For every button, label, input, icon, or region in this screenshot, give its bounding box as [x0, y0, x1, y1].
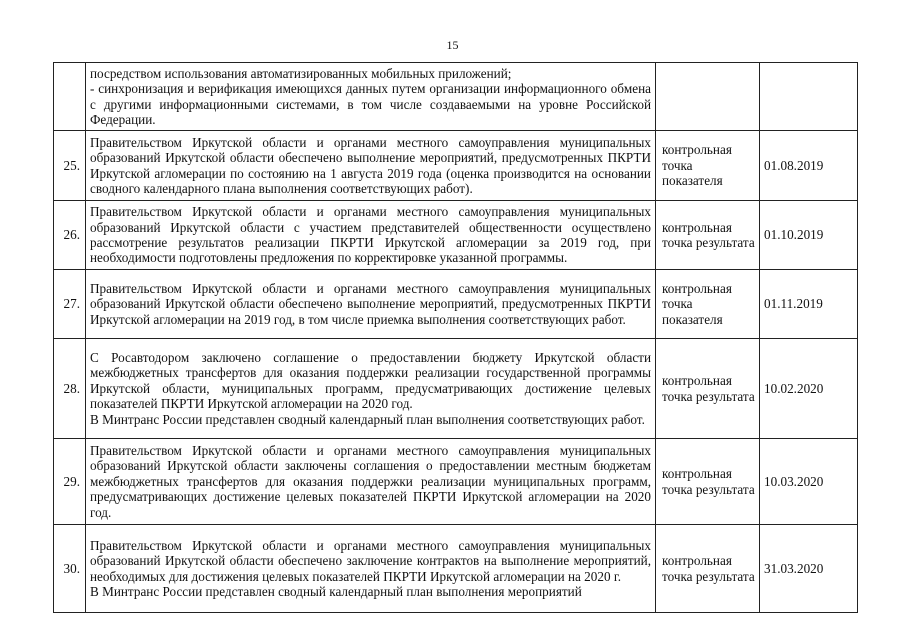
- description-line: Правительством Иркутской области и органами местного самоуправления муниципальных образований Иркутской области заключены соглашения о предоставлении местным бюджетам межбюджетных трансфертов для оказания поддержки реализации муниципальных программ, предусматривающих достижение целевых показателей ПКРТИ Иркутской агломерации на 2020 год.: [90, 442, 651, 520]
- row-date: 01.11.2019: [760, 270, 858, 339]
- description-line: Правительством Иркутской области и органами местного самоуправления муниципальных образований Иркутской области обеспечено выполнение мероприятий, предусмотренных ПКРТИ Иркутской агломерации по состоянию на 1 августа 2019 года (оценка производится на основании сводного календарного плана выполнения соответствующих работ).: [90, 134, 651, 196]
- row-description: [86, 525, 656, 613]
- row-description: [86, 63, 656, 131]
- table-body: [54, 63, 858, 613]
- row-number: 26.: [54, 201, 86, 270]
- description-line: В Минтранс России представлен сводный календарный план выполнения мероприятий: [90, 583, 582, 599]
- description-line: Правительством Иркутской области и органами местного самоуправления муниципальных образований Иркутской области обеспечено заключение контрактов на выполнение мероприятий, необходимых для достижения целевых показателей ПКРТИ Иркутской агломерации на 2020 г.: [90, 537, 651, 584]
- table-row: [54, 270, 858, 339]
- row-description: [86, 270, 656, 339]
- table-row: [54, 439, 858, 525]
- row-date: 31.03.2020: [760, 525, 858, 613]
- table-row-continuation: [54, 63, 858, 131]
- row-date: 10.02.2020: [760, 339, 858, 439]
- row-type: контрольная точка показателя: [656, 270, 760, 339]
- row-date: 01.08.2019: [760, 131, 858, 201]
- description-line: С Росавтодором заключено соглашение о предоставлении бюджету Иркутской области межбюджетных трансфертов для оказания поддержки реализации государственной программы Иркутской области, муниципальных программ, предусматривающих достижение целевых показателей ПКРТИ Иркутской агломерации на 2020 год.: [90, 349, 651, 412]
- milestones-table: [53, 62, 858, 613]
- table-row: [54, 525, 858, 613]
- description-line: - синхронизация и верификация имеющихся данных путем организации информационного обмена с другими информационными системами, в том числе создаваемыми на уровне Российской Федерации.: [90, 81, 651, 127]
- row-date: 10.03.2020: [760, 439, 858, 525]
- row-type: контрольная точка результата: [656, 439, 760, 525]
- description-line: Правительством Иркутской области и органами местного самоуправления муниципальных образований Иркутской области с участием представителей общественности осуществлено рассмотрение результатов реализации ПКРТИ Иркутской агломерации за 2019 год, при необходимости подготовлены предложения по корректировке указанной программы.: [90, 204, 651, 266]
- row-description: [86, 131, 656, 201]
- description-line: Правительством Иркутской области и органами местного самоуправления муниципальных образований Иркутской области обеспечено выполнение мероприятий, предусмотренных ПКРТИ Иркутской агломерации на 2019 год, в том числе приемка выполнения соответствующих работ.: [90, 280, 651, 327]
- table-row: [54, 201, 858, 270]
- row-type: [656, 63, 760, 131]
- row-type: контрольная точка показателя: [656, 131, 760, 201]
- row-type: контрольная точка результата: [656, 201, 760, 270]
- row-type: контрольная точка результата: [656, 525, 760, 613]
- row-number: 28.: [54, 339, 86, 439]
- table-row: [54, 339, 858, 439]
- row-number: 29.: [54, 439, 86, 525]
- row-type: контрольная точка результата: [656, 339, 760, 439]
- row-description: [86, 339, 656, 439]
- description-line: посредством использования автоматизированных мобильных приложений;: [90, 65, 512, 81]
- row-description: [86, 439, 656, 525]
- row-number: 30.: [54, 525, 86, 613]
- row-date: [760, 63, 858, 131]
- row-number: 25.: [54, 131, 86, 201]
- row-description: [86, 201, 656, 270]
- row-number: 27.: [54, 270, 86, 339]
- description-line: В Минтранс России представлен сводный календарный план выполнения соответствующих работ.: [90, 411, 645, 427]
- row-date: 01.10.2019: [760, 201, 858, 270]
- table-row: [54, 131, 858, 201]
- page-number: 15: [446, 38, 459, 52]
- row-number: [54, 63, 86, 131]
